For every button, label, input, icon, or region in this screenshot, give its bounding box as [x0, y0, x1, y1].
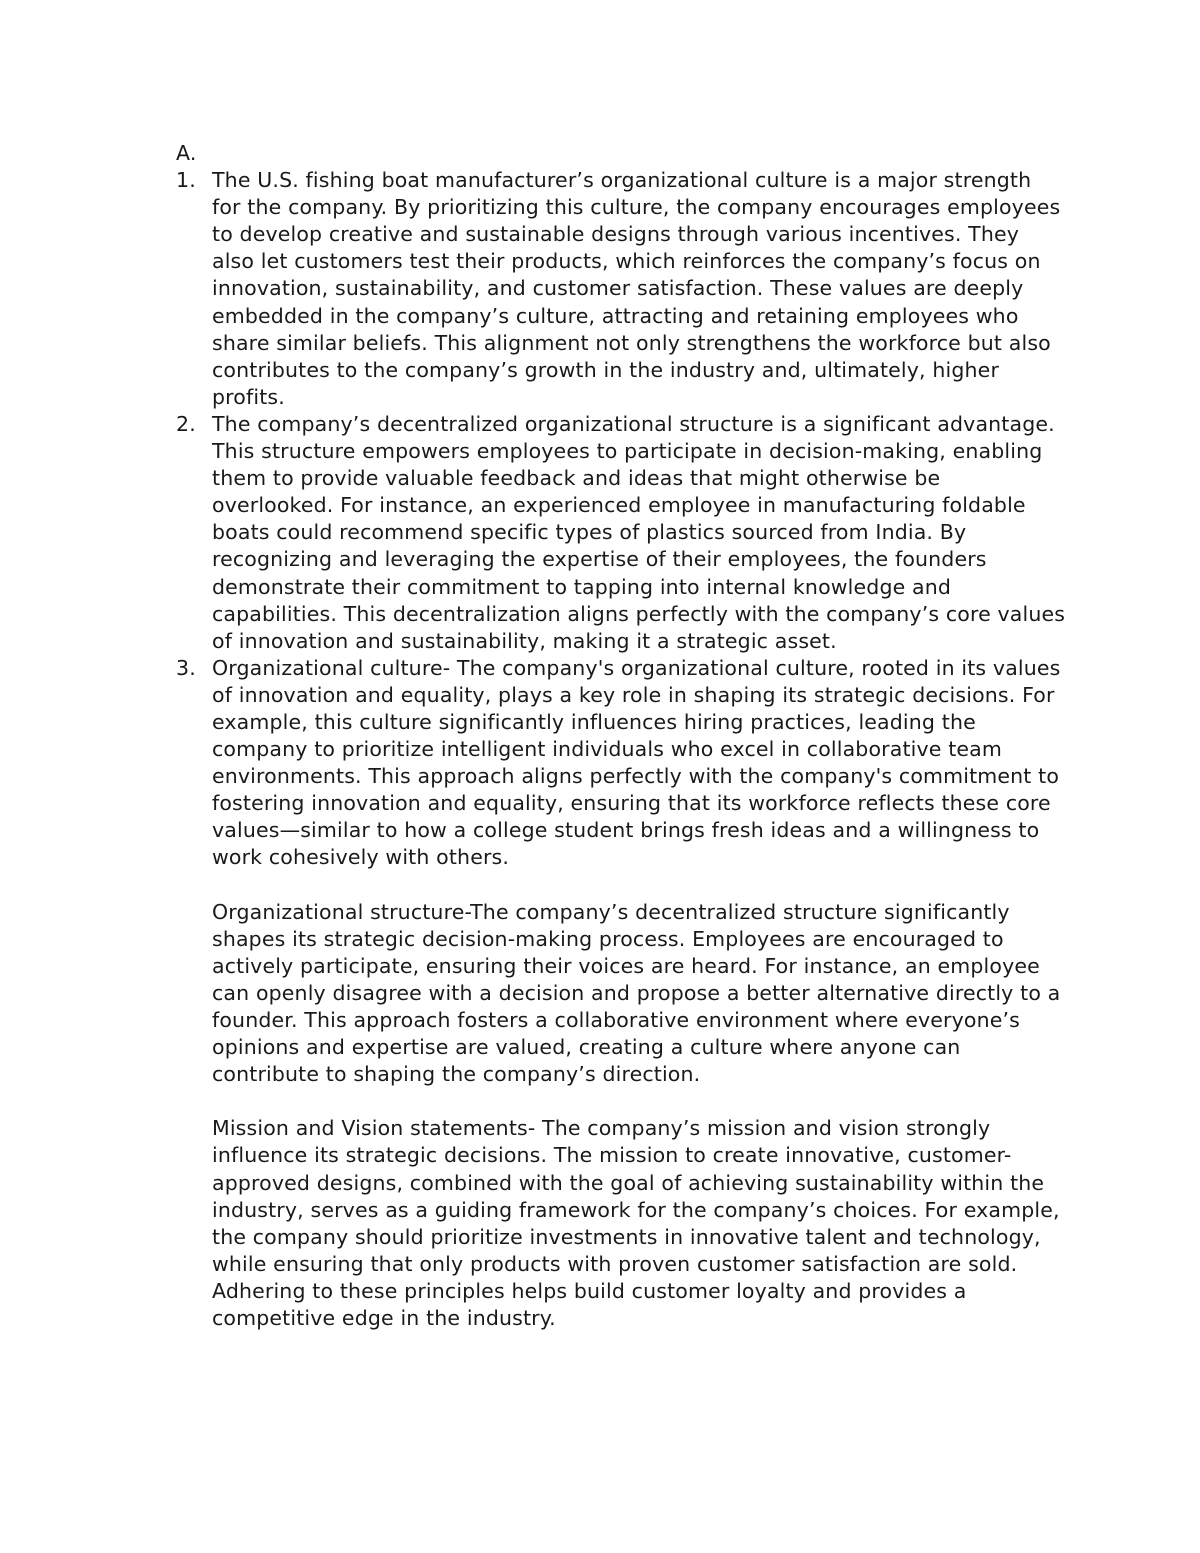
list-item-3 [176, 655, 1066, 1332]
paragraph-organizational-culture: Organizational culture- The company's organizational culture, rooted in its values of innovation and equality, plays a key role in shaping its strategic decisions. For example, this culture significantly influences hiring practices, leading the company to prioritize intelligent individuals who excel in collaborative team environments. This approach aligns perfectly with the company's commitment to fostering innovation and equality, ensuring that its workforce reflects these core values—similar to how a college student brings fresh ideas and a willingness to work cohesively with others. [212, 655, 1061, 870]
paragraph-structure-advantage: The company’s decentralized organizational structure is a significant advantage. This structure empowers employees to participate in decision-making, enabling them to provide valuable feedback and ideas that might otherwise be overlooked. For instance, an experienced employee in manufacturing foldable boats could recommend specific types of plastics sourced from India. By recognizing and leveraging the expertise of their employees, the founders demonstrate their commitment to tapping into internal knowledge and capabilities. This decentralization aligns perfectly with the company’s core values of innovation and sustainability, making it a strategic asset. [212, 411, 1066, 653]
section-heading: A. [176, 141, 197, 165]
list-item-1 [176, 167, 1066, 411]
paragraph-culture-strength: The U.S. fishing boat manufacturer’s organizational culture is a major strength for the company. By prioritizing this culture, the company encourages employees to develop creative and sustainable designs through various incentives. They also let customers test their products, which reinforces the company’s focus on innovation, sustainability, and customer satisfaction. These values are deeply embedded in the company’s culture, attracting and retaining employees who share similar beliefs. This alignment not only strengthens the workforce but also contributes to the company’s growth in the industry and, ultimately, higher profits. [212, 168, 1061, 409]
list-number: 2. [176, 411, 196, 436]
paragraph-mission-vision: Mission and Vision statements- The company’s mission and vision strongly influence its strategic decisions. The mission to create innovative, customer-approved designs, combined with the goal of achieving sustainability within the industry, serves as a guiding framework for the company’s choices. For example, the company should prioritize investments in innovative talent and technology, while ensuring that only products with proven customer satisfaction are sold. Adhering to these principles helps build customer loyalty and provides a competitive edge in the industry. [212, 1116, 1060, 1331]
list-number: 1. [176, 168, 196, 193]
document-body [176, 140, 1066, 1332]
paragraph-organizational-structure: Organizational structure-The company’s decentralized structure significantly shapes its strategic decision-making process. Employees are encouraged to actively participate, ensuring their voices are heard. For instance, an employee can openly disagree with a decision and propose a better alternative directly to a founder. This approach fosters a collaborative environment where everyone’s opinions and expertise are valued, creating a culture where anyone can contribute to shaping the company’s direction. [212, 899, 1061, 1087]
list-item-2 [176, 411, 1066, 655]
list-number: 3. [176, 655, 196, 680]
